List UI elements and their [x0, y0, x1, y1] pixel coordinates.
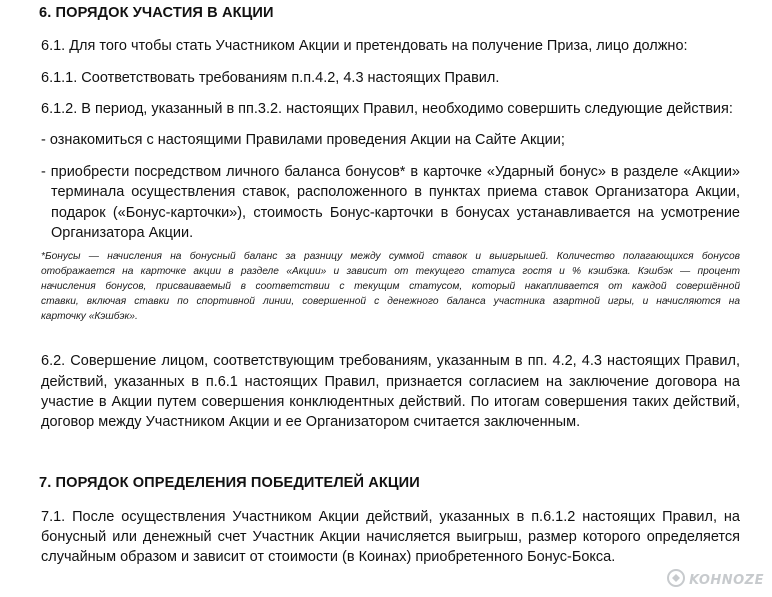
clause-6-2-line: договор между Участником Акции и ее Организатором считается заключенным.	[41, 414, 581, 430]
footnote-line: начисления бонусов, присваиваемый в соответствии с текущим статусом, который накапливается от каждой совершённой	[41, 281, 740, 292]
footnote-line: отображается на карточке акции в разделе «Акции» и зависит от текущего статуса гостя и % кэшбэка. Кэшбэк — процент	[41, 266, 740, 277]
clause-6-1-1: 6.1.1. Соответствовать требованиям п.п.4.2, 4.3 настоящих Правил.	[41, 70, 500, 86]
clause-7-1-line: бонусный или денежный счет Участник Акции начисляется выигрыш, размер которого определяется	[41, 529, 740, 545]
section-6-heading: 6. ПОРЯДОК УЧАСТИЯ В АКЦИИ	[39, 5, 274, 21]
footnote-line: карточку «Кэшбэк».	[41, 311, 138, 322]
clause-6-2-line: действий, указанных в п.6.1 настоящих Правил, признается согласием на заключение договора на	[41, 374, 740, 390]
bullet-read-rules: - ознакомиться с настоящими Правилами проведения Акции на Сайте Акции;	[41, 132, 565, 148]
clause-6-1-2: 6.1.2. В период, указанный в пп.3.2. настоящих Правил, необходимо совершить следующие действия:	[41, 101, 733, 117]
watermark-text: KOHNOZE	[689, 572, 764, 588]
clause-6-2-line: участие в Акции путем совершения конклюдентных действий. По итогам совершения таких действий,	[41, 394, 740, 410]
clause-6-2-line: 6.2. Совершение лицом, соответствующим требованиям, указанным в пп. 4.2, 4.3 настоящих Правил,	[41, 353, 740, 369]
clause-6-1: 6.1. Для того чтобы стать Участником Акции и претендовать на получение Приза, лицо должно:	[41, 38, 688, 54]
bullet-buy-gift-line: подарок («Бонус-карточки»), стоимость Бонус-карточки в бонусах устанавливается на усмотрение	[51, 205, 740, 221]
bullet-buy-gift-line: Организатора Акции.	[51, 225, 194, 241]
watermark	[667, 569, 764, 591]
clause-7-1-line: случайным образом и зависит от стоимости (в Коинах) приобретенного Бонус-Бокса.	[41, 549, 616, 565]
footnote-line: *Бонусы — начисления на бонусный баланс за разницу между суммой ставок и выигрышей. Количество полагающихся бонусов	[41, 251, 740, 262]
bullet-buy-gift-line: терминала осуществления ставок, расположенного в пунктах приема ставок Организатора Акции,	[51, 184, 740, 200]
logo-mark-icon	[667, 569, 685, 592]
bullet-buy-gift-line: - приобрести посредством личного баланса бонусов* в карточке «Ударный бонус» в разделе «Акции»	[41, 164, 740, 180]
footnote-line: ставки, включая ставки по спортивной линии, совершенной с денежного баланса участника азартной игры, и начисляются на	[41, 296, 740, 307]
section-7-heading: 7. ПОРЯДОК ОПРЕДЕЛЕНИЯ ПОБЕДИТЕЛЕЙ АКЦИИ	[39, 475, 420, 491]
clause-7-1-line: 7.1. После осуществления Участником Акции действий, указанных в п.6.1.2 настоящих Правил, на	[41, 509, 740, 525]
